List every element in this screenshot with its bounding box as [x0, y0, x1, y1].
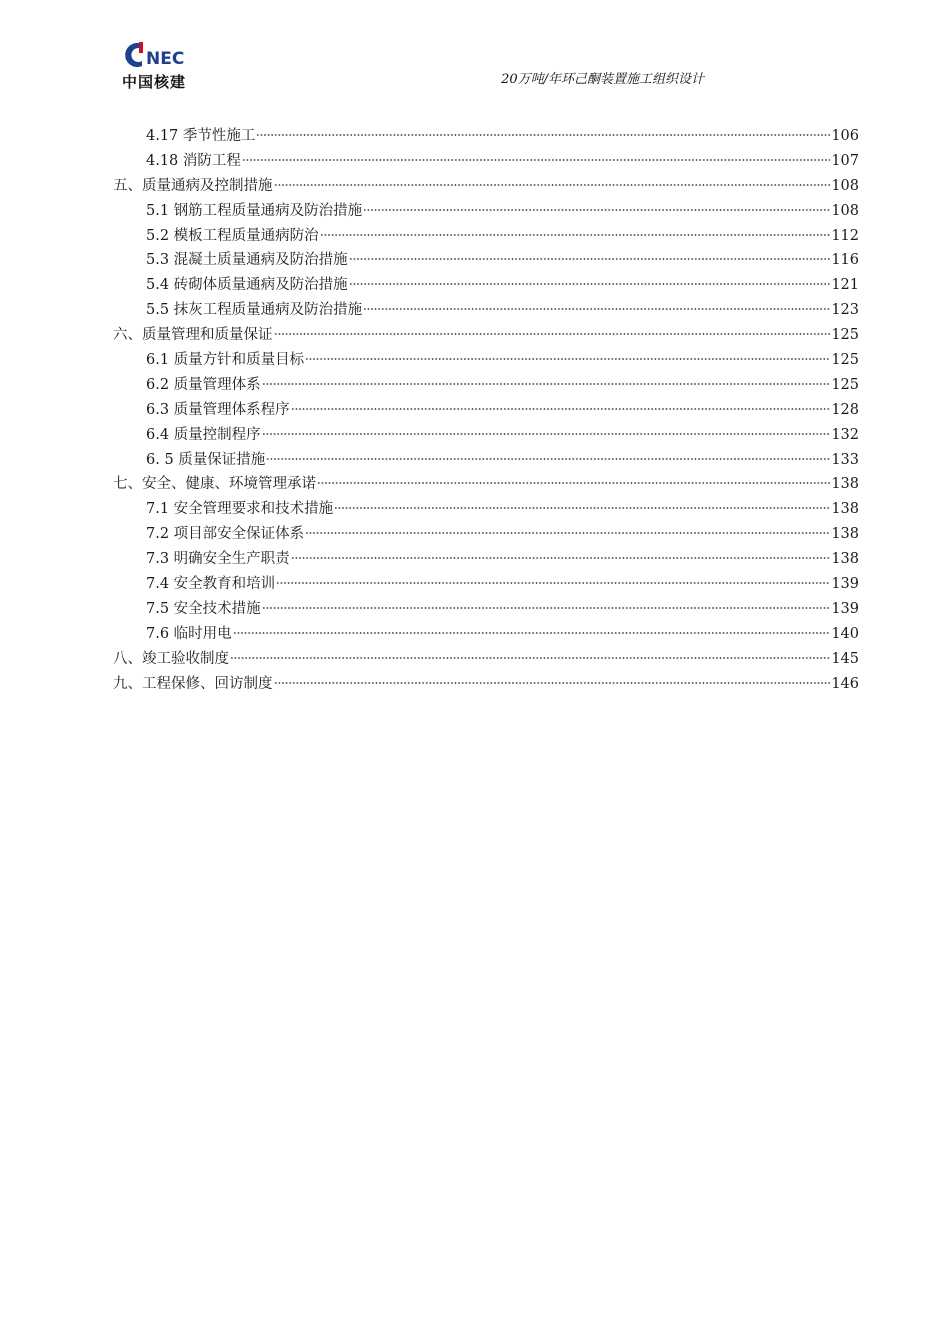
toc-dot-leader — [291, 556, 831, 560]
toc-entry-page-number: 125 — [831, 352, 859, 369]
toc-entry-label: 4.18 消防工程 — [146, 152, 241, 169]
toc-entry-label: 5.2 模板工程质量通病防治 — [146, 227, 319, 244]
toc-entry-label: 5.1 钢筋工程质量通病及防治措施 — [146, 202, 363, 219]
toc-dot-leader — [363, 307, 830, 311]
toc-dot-leader — [276, 581, 830, 585]
toc-dot-leader — [262, 606, 831, 610]
toc-entry-page-number: 146 — [831, 675, 859, 692]
toc-entry-page-number: 139 — [831, 576, 859, 593]
document-title: 20万吨/年环己酮装置施工组织设计 — [501, 72, 704, 87]
toc-entry-page-number: 138 — [831, 526, 859, 543]
toc-entry-page-number: 145 — [831, 650, 859, 667]
toc-entry[interactable] — [113, 597, 859, 622]
toc-entry-page-number: 125 — [831, 376, 859, 393]
toc-entry[interactable] — [113, 472, 859, 497]
logo-company-name: 中国核建 — [122, 73, 187, 91]
toc-dot-leader — [233, 631, 831, 635]
toc-dot-leader — [266, 457, 830, 461]
toc-entry[interactable] — [113, 647, 859, 672]
toc-entry-page-number: 132 — [831, 426, 859, 443]
toc-dot-leader — [262, 382, 831, 386]
toc-entry-page-number: 139 — [831, 600, 859, 617]
company-logo — [118, 40, 218, 96]
toc-entry[interactable] — [113, 149, 859, 174]
toc-dot-leader — [274, 681, 831, 685]
toc-entry[interactable] — [113, 497, 859, 522]
toc-entry-page-number: 138 — [831, 476, 859, 493]
toc-entry[interactable] — [113, 672, 859, 697]
toc-entry-label: 八、竣工验收制度 — [113, 650, 229, 667]
toc-entry-label: 6. 5 质量保证措施 — [146, 451, 266, 468]
toc-dot-leader — [305, 357, 830, 361]
toc-dot-leader — [291, 407, 831, 411]
toc-entry-page-number: 125 — [831, 327, 859, 344]
toc-entry-label: 7.2 项目部安全保证体系 — [146, 526, 305, 543]
toc-entry-label: 六、质量管理和质量保证 — [113, 327, 273, 344]
toc-entry-label: 6.4 质量控制程序 — [146, 426, 261, 443]
toc-entry[interactable] — [113, 373, 859, 398]
toc-entry[interactable] — [113, 323, 859, 348]
toc-entry-label: 6.2 质量管理体系 — [146, 376, 261, 393]
toc-entry[interactable] — [113, 423, 859, 448]
toc-entry[interactable] — [113, 248, 859, 273]
toc-entry[interactable] — [113, 348, 859, 373]
toc-dot-leader — [256, 133, 830, 137]
toc-dot-leader — [274, 183, 831, 187]
toc-dot-leader — [230, 656, 830, 660]
toc-entry-label: 7.3 明确安全生产职责 — [146, 551, 290, 568]
toc-entry-page-number: 128 — [831, 401, 859, 418]
toc-entry-page-number: 133 — [831, 451, 859, 468]
toc-entry-page-number: 112 — [831, 227, 859, 244]
toc-dot-leader — [305, 531, 830, 535]
toc-entry[interactable] — [113, 398, 859, 423]
toc-entry[interactable] — [113, 448, 859, 473]
toc-entry[interactable] — [113, 572, 859, 597]
toc-dot-leader — [274, 332, 831, 336]
toc-entry-page-number: 138 — [831, 501, 859, 518]
toc-entry-page-number: 108 — [831, 202, 859, 219]
toc-entry-page-number: 107 — [831, 152, 859, 169]
toc-entry-label: 九、工程保修、回访制度 — [113, 675, 273, 692]
toc-entry-page-number: 106 — [831, 128, 859, 144]
toc-entry[interactable] — [113, 174, 859, 199]
toc-dot-leader — [242, 158, 830, 162]
toc-dot-leader — [349, 257, 831, 261]
toc-entry-page-number: 116 — [831, 252, 859, 269]
page-header — [0, 0, 950, 100]
toc-entry-label: 5.4 砖砌体质量通病及防治措施 — [146, 277, 348, 294]
toc-entry-page-number: 140 — [831, 625, 859, 642]
logo-mark-text: NEC — [146, 49, 185, 69]
toc-entry-page-number: 121 — [831, 277, 859, 294]
toc-entry-label: 7.4 安全教育和培训 — [146, 576, 276, 593]
toc-entry-label: 4.17 季节性施工 — [146, 128, 256, 144]
toc-entry-label: 7.5 安全技术措施 — [146, 600, 261, 617]
toc-dot-leader — [349, 282, 831, 286]
toc-dot-leader — [363, 208, 830, 212]
toc-entry[interactable] — [113, 522, 859, 547]
toc-entry-page-number: 123 — [831, 302, 859, 319]
toc-entry[interactable] — [113, 199, 859, 224]
toc-entry[interactable] — [113, 124, 859, 149]
toc-dot-leader — [262, 432, 831, 436]
toc-entry-label: 6.1 质量方针和质量目标 — [146, 352, 305, 369]
toc-entry[interactable] — [113, 298, 859, 323]
toc-entry-label: 7.6 临时用电 — [146, 625, 232, 642]
table-of-contents — [113, 124, 859, 696]
toc-entry[interactable] — [113, 224, 859, 249]
toc-entry[interactable] — [113, 273, 859, 298]
toc-dot-leader — [317, 481, 830, 485]
toc-entry-page-number: 138 — [831, 551, 859, 568]
toc-entry-label: 5.5 抹灰工程质量通病及防治措施 — [146, 302, 363, 319]
toc-entry-label: 6.3 质量管理体系程序 — [146, 401, 290, 418]
toc-dot-leader — [334, 506, 830, 510]
toc-dot-leader — [320, 233, 831, 237]
toc-entry-page-number: 108 — [831, 177, 859, 194]
toc-entry-label: 五、质量通病及控制措施 — [113, 177, 273, 194]
toc-entry[interactable] — [113, 547, 859, 572]
cnec-logo-icon — [122, 40, 212, 70]
toc-entry[interactable] — [113, 622, 859, 647]
toc-entry-label: 7.1 安全管理要求和技术措施 — [146, 501, 334, 518]
toc-entry-label: 5.3 混凝土质量通病及防治措施 — [146, 252, 348, 269]
toc-entry-label: 七、安全、健康、环境管理承诺 — [113, 476, 316, 493]
